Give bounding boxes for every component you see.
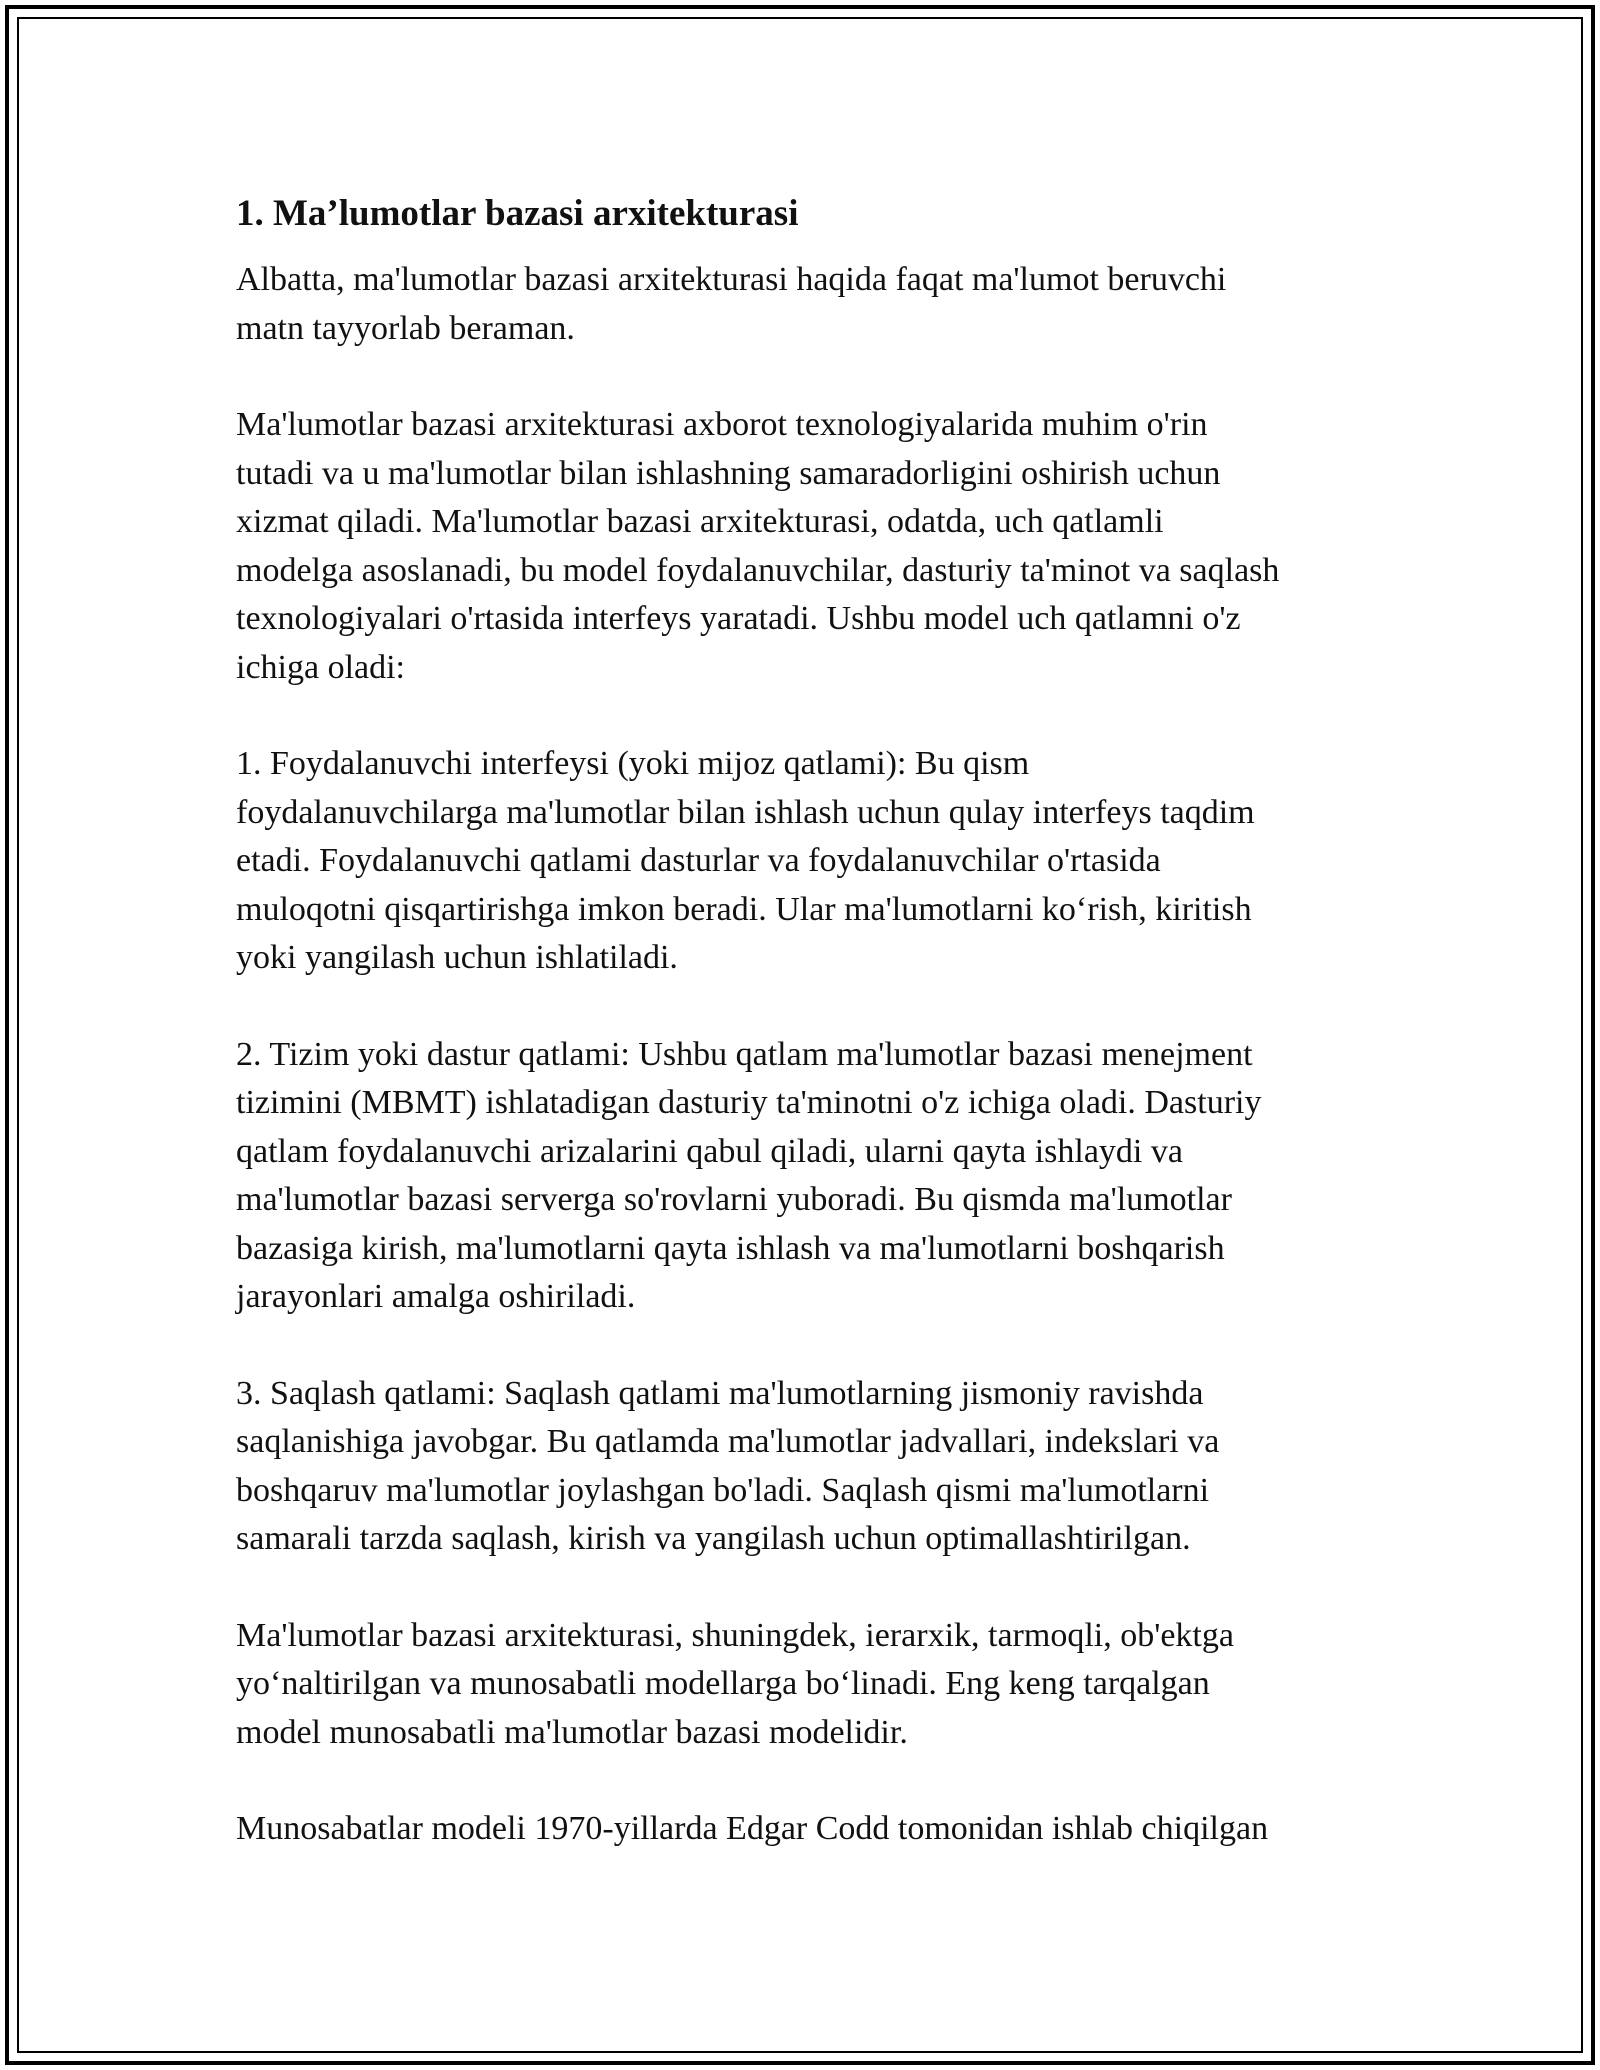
paragraph-system-layer <box>236 1031 1386 1322</box>
text-line: muloqotni qisqartirishga imkon beradi. Ular ma'lumotlarni ko‘rish, kiritish <box>236 890 1252 928</box>
paragraph-models <box>236 1612 1386 1758</box>
text-line: 3. Saqlash qatlami: Saqlash qatlami ma'lumotlarning jismoniy ravishda <box>236 1374 1204 1412</box>
text-line: modelga asoslanadi, bu model foydalanuvchilar, dasturiy ta'minot va saqlash <box>236 551 1280 589</box>
text-line: jarayonlari amalga oshiriladi. <box>236 1278 636 1315</box>
paragraph-overview <box>236 401 1386 692</box>
text-line: Ma'lumotlar bazasi arxitekturasi axborot texnologiyalarida muhim o'rin <box>236 406 1208 443</box>
text-line: yoki yangilash uchun ishlatiladi. <box>236 939 678 976</box>
document-body <box>236 188 1386 1902</box>
paragraph-relational-model <box>236 1805 1386 1854</box>
text-line: bazasiga kirish, ma'lumotlarni qayta ishlash va ma'lumotlarni boshqarish <box>236 1229 1225 1267</box>
text-line: boshqaruv ma'lumotlar joylashgan bo'ladi. Saqlash qismi ma'lumotlarni <box>236 1471 1210 1509</box>
text-line: ichiga oladi: <box>236 648 406 686</box>
paragraph-storage-layer <box>236 1370 1386 1564</box>
text-line: model munosabatli ma'lumotlar bazasi modelidir. <box>236 1713 908 1751</box>
text-line: Albatta, ma'lumotlar bazasi arxitekturasi haqida faqat ma'lumot beruvchi <box>236 261 1227 298</box>
text-line: tutadi va u ma'lumotlar bilan ishlashning samaradorligini oshirish uchun <box>236 454 1221 492</box>
text-line: qatlam foydalanuvchi arizalarini qabul qiladi, ularni qayta ishlaydi va <box>236 1132 1183 1170</box>
paragraph-user-layer <box>236 740 1386 983</box>
text-line: foydalanuvchilarga ma'lumotlar bilan ishlash uchun qulay interfeys taqdim <box>236 793 1255 831</box>
paragraph-intro <box>236 256 1386 353</box>
text-line: etadi. Foydalanuvchi qatlami dasturlar va foydalanuvchilar o'rtasida <box>236 842 1161 879</box>
text-line: Munosabatlar modeli 1970-yillarda Edgar Codd tomonidan ishlab chiqilgan <box>236 1810 1269 1847</box>
section-heading: 1. Ma’lumotlar bazasi arxitekturasi <box>236 193 799 234</box>
text-line: saqlanishiga javobgar. Bu qatlamda ma'lumotlar jadvallari, indekslari va <box>236 1423 1220 1460</box>
text-line: 1. Foydalanuvchi interfeysi (yoki mijoz qatlami): Bu qism <box>236 745 1030 782</box>
text-line: xizmat qiladi. Ma'lumotlar bazasi arxitekturasi, odatda, uch qatlamli <box>236 503 1164 540</box>
text-line: Ma'lumotlar bazasi arxitekturasi, shuningdek, ierarxik, tarmoqli, ob'ektga <box>236 1616 1234 1654</box>
text-line: samarali tarzda saqlash, kirish va yangilash uchun optimallashtirilgan. <box>236 1520 1191 1557</box>
text-line: matn tayyorlab beraman. <box>236 309 575 347</box>
text-line: 2. Tizim yoki dastur qatlami: Ushbu qatlam ma'lumotlar bazasi menejment <box>236 1035 1253 1073</box>
text-line: ma'lumotlar bazasi serverga so'rovlarni yuboradi. Bu qismda ma'lumotlar <box>236 1181 1232 1218</box>
text-line: tizimini (MBMT) ishlatadigan dasturiy ta'minotni o'z ichiga oladi. Dasturiy <box>236 1084 1262 1121</box>
text-line: texnologiyalari o'rtasida interfeys yaratadi. Ushbu model uch qatlamni o'z <box>236 600 1241 637</box>
text-line: yo‘naltirilgan va munosabatli modellarga bo‘linadi. Eng keng tarqalgan <box>236 1665 1210 1702</box>
